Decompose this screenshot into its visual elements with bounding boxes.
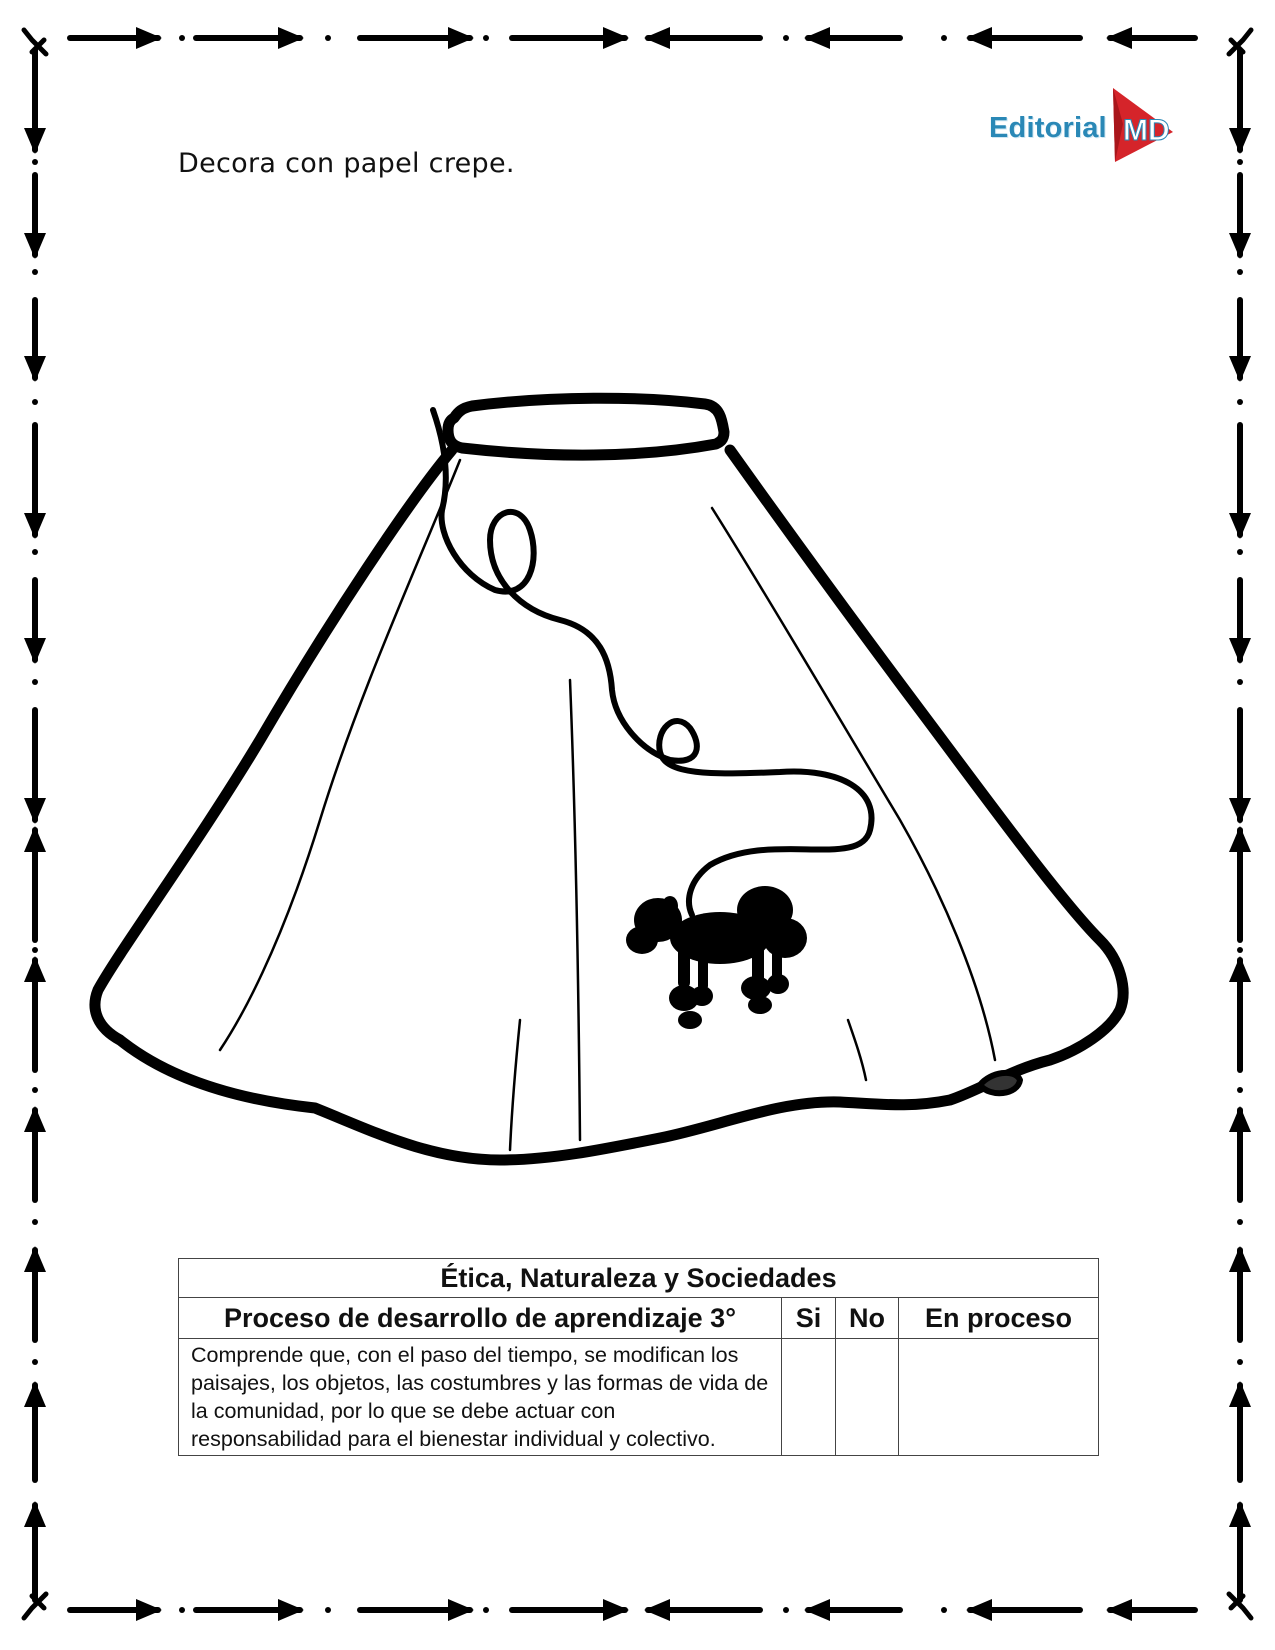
editorial-md-logo — [985, 84, 1175, 164]
border-dot — [1237, 1359, 1243, 1365]
border-arrow-icon — [1229, 50, 1251, 154]
header-no: No — [836, 1298, 899, 1339]
border-dot — [483, 35, 489, 41]
border-dot — [1237, 1087, 1243, 1093]
border-dot — [179, 1607, 185, 1613]
border-arrow-icon — [512, 1599, 629, 1621]
border-dot — [32, 679, 38, 685]
border-corner-mark — [24, 30, 46, 54]
en-proceso-checkbox-cell[interactable] — [899, 1339, 1099, 1456]
border-arrow-icon — [1229, 826, 1251, 940]
border-dot — [783, 1607, 789, 1613]
border-dot — [1237, 1219, 1243, 1225]
border-dot — [483, 1607, 489, 1613]
row-description: Comprende que, con el paso del tiempo, se modifican los paisajes, los objetos, las costumbres y las formas de vida de la comunidad, por lo que se debe actuar con responsabilidad para el bienestar individual y colectivo. — [179, 1339, 782, 1456]
border-arrow-icon — [24, 580, 46, 664]
border-dot — [325, 35, 331, 41]
border-arrow-icon — [360, 1599, 474, 1621]
border-dot — [32, 399, 38, 405]
border-arrow-icon — [644, 27, 760, 49]
border-corner-mark — [24, 1594, 46, 1618]
border-corner-mark — [1229, 1594, 1251, 1618]
border-arrow-icon — [1229, 1246, 1251, 1340]
border-dot — [783, 35, 789, 41]
border-dot — [941, 35, 947, 41]
border-arrow-icon — [804, 1599, 900, 1621]
border-arrow-icon — [24, 175, 46, 259]
table-row — [179, 1339, 1099, 1456]
border-dot — [179, 35, 185, 41]
border-arrow-icon — [1229, 425, 1251, 539]
border-arrow-icon — [644, 1599, 760, 1621]
border-corner-mark — [1229, 30, 1251, 54]
border-dot — [32, 159, 38, 165]
border-arrow-icon — [966, 1599, 1080, 1621]
header-en-proceso: En proceso — [899, 1298, 1099, 1339]
border-arrow-icon — [24, 1381, 46, 1480]
border-arrow-icon — [1229, 1381, 1251, 1480]
border-dot — [32, 1359, 38, 1365]
border-dot — [32, 1087, 38, 1093]
border-arrow-icon — [1229, 1501, 1251, 1600]
border-arrow-icon — [24, 300, 46, 382]
border-arrow-icon — [24, 50, 46, 154]
border-dot — [1237, 679, 1243, 685]
border-arrow-icon — [24, 826, 46, 940]
border-arrow-icon — [512, 27, 629, 49]
border-dot — [1237, 399, 1243, 405]
border-dot — [1237, 159, 1243, 165]
poodle-skirt-illustration — [80, 360, 1200, 1220]
border-arrow-icon — [1229, 300, 1251, 382]
border-arrow-icon — [24, 1246, 46, 1340]
border-dot — [1237, 269, 1243, 275]
evaluation-rubric-table — [178, 1258, 1099, 1456]
border-dot — [32, 947, 38, 953]
border-arrow-icon — [70, 1599, 162, 1621]
border-arrow-icon — [24, 956, 46, 1070]
header-si: Si — [782, 1298, 836, 1339]
border-arrow-icon — [196, 27, 304, 49]
no-checkbox-cell[interactable] — [836, 1339, 899, 1456]
border-dot — [32, 549, 38, 555]
border-arrow-icon — [24, 1501, 46, 1600]
border-dot — [1237, 947, 1243, 953]
border-arrow-icon — [1229, 710, 1251, 824]
rubric-title: Ética, Naturaleza y Sociedades — [179, 1259, 1099, 1298]
border-arrow-icon — [1229, 580, 1251, 664]
border-arrow-icon — [24, 1106, 46, 1200]
border-arrow-icon — [196, 1599, 304, 1621]
border-dot — [1237, 549, 1243, 555]
border-arrow-icon — [70, 27, 162, 49]
border-dot — [941, 1607, 947, 1613]
border-arrow-icon — [1106, 27, 1195, 49]
border-arrow-icon — [24, 425, 46, 539]
si-checkbox-cell[interactable] — [782, 1339, 836, 1456]
poodle-silhouette-icon — [626, 886, 807, 1029]
border-dot — [32, 269, 38, 275]
header-process: Proceso de desarrollo de aprendizaje 3° — [179, 1298, 782, 1339]
border-arrow-icon — [966, 27, 1080, 49]
instruction-text: Decora con papel crepe. — [178, 148, 515, 179]
border-arrow-icon — [1229, 956, 1251, 1070]
border-arrow-icon — [1106, 1599, 1195, 1621]
logo-triangle-icon — [1103, 84, 1175, 164]
border-arrow-icon — [360, 27, 474, 49]
border-arrow-icon — [24, 710, 46, 824]
border-arrow-icon — [804, 27, 900, 49]
border-arrow-icon — [1229, 1106, 1251, 1200]
logo-mark: MD — [1123, 114, 1170, 147]
logo-text: Editorial — [989, 112, 1107, 144]
border-arrow-icon — [1229, 175, 1251, 259]
border-dot — [325, 1607, 331, 1613]
border-dot — [32, 1219, 38, 1225]
